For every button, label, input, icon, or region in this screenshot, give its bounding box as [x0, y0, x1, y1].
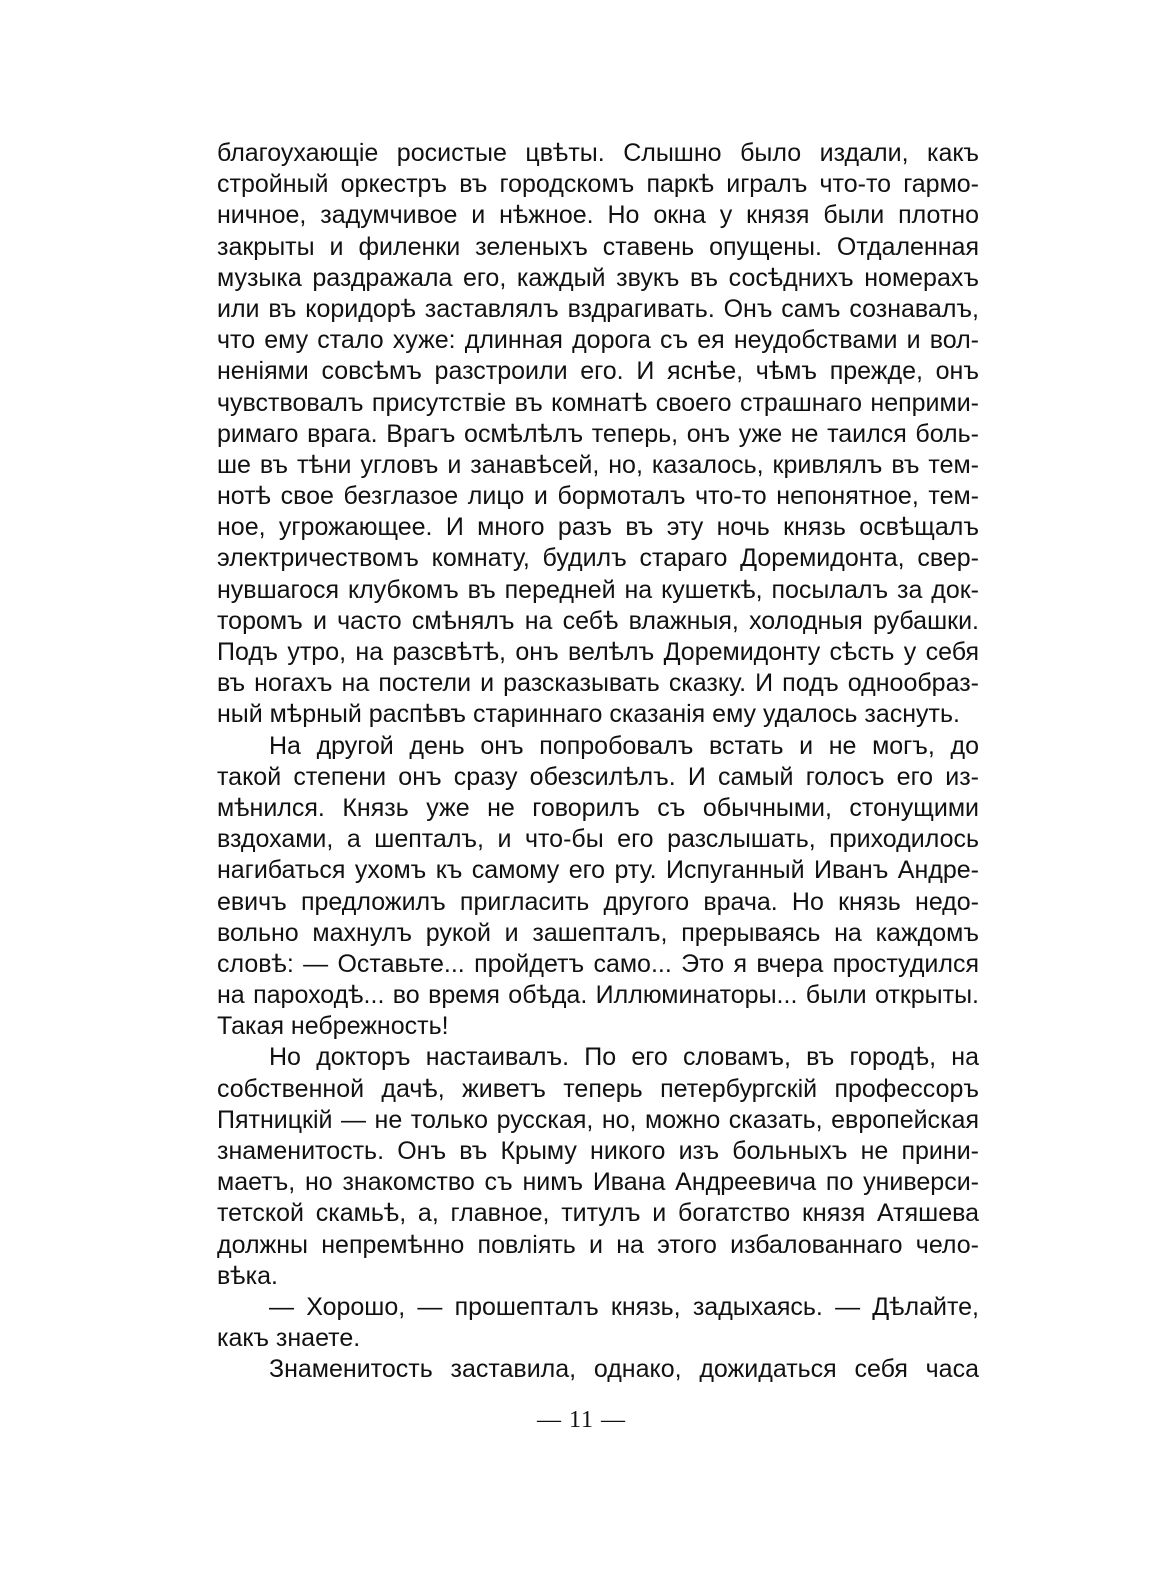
text-line: ное, угрожающее. И много разъ въ эту ночь князь освѣщалъ	[217, 513, 979, 542]
text-line: ный мѣрный распѣвъ стариннаго сказанія ему удалось заснуть.	[217, 700, 960, 729]
text-line: мѣнился. Князь уже не говорилъ съ обычными, стонущими	[217, 793, 979, 822]
text-line: должны непремѣнно повліять и на этого избалованнаго чело-	[217, 1230, 979, 1259]
text-line: такой степени онъ сразу обезсилѣлъ. И самый голосъ его из-	[217, 762, 979, 791]
text-line: въ ногахъ на постели и разсказывать сказку. И подъ однообраз-	[217, 669, 979, 698]
text-line: закрыты и филенки зеленыхъ ставень опущены. Отдаленная	[217, 232, 979, 261]
text-line: На другой день онъ попробовалъ встать и не могъ, до	[269, 731, 979, 760]
text-line: Но докторъ настаивалъ. По его словамъ, въ городѣ, на	[269, 1043, 979, 1072]
text-line: благоухающіе росистые цвѣты. Слышно было издали, какъ	[217, 139, 979, 167]
text-line: — Хорошо, — прошепталъ князь, задыхаясь. — Дѣлайте,	[269, 1292, 979, 1321]
text-line: словѣ: — Оставьте... пройдетъ само... Это я вчера простудился	[217, 949, 979, 978]
text-line: нотѣ свое безглазое лицо и бормоталъ что-то непонятное, тем-	[217, 482, 979, 511]
text-line: римаго врага. Врагъ осмѣлѣлъ теперь, онъ уже не таился боль-	[217, 419, 979, 448]
text-line: ше въ тѣни угловъ и занавѣсей, но, казалось, кривлялъ въ тем-	[217, 450, 979, 479]
text-line: неніями совсѣмъ разстроили его. И яснѣе, чѣмъ прежде, онъ	[217, 357, 979, 386]
text-line: маетъ, но знакомство съ нимъ Ивана Андреевича по универси-	[217, 1168, 979, 1197]
body-text	[217, 138, 979, 1386]
text-line: музыка раздражала его, каждый звукъ въ сосѣднихъ номерахъ	[217, 263, 979, 292]
text-line: нувшагося клубкомъ въ передней на кушеткѣ, посылалъ за док-	[217, 575, 979, 604]
text-line: вольно махнулъ рукой и зашепталъ, прерываясь на каждомъ	[217, 918, 979, 947]
text-line: знаменитость. Онъ въ Крыму никого изъ больныхъ не прини-	[217, 1137, 979, 1165]
page-number: — 11 —	[536, 1407, 627, 1433]
text-line: Знаменитость заставила, однако, дожидаться себя часа	[269, 1355, 979, 1384]
text-line: какъ знаете.	[217, 1324, 361, 1353]
text-line: вздохами, а шепталъ, и что-бы его разслышать, приходилось	[217, 825, 979, 854]
text-line: тетской скамьѣ, а, главное, титулъ и богатство князя Атяшева	[217, 1199, 979, 1228]
text-line: на пароходѣ... во время обѣда. Иллюминаторы... были открыты.	[217, 981, 979, 1010]
text-line: чувствовалъ присутствіе въ комнатѣ своего страшнаго неприми-	[217, 388, 979, 417]
text-line: евичъ предложилъ пригласить другого врача. Но князь недо-	[217, 887, 979, 916]
text-line: электричествомъ комнату, будилъ стараго Доремидонта, свер-	[217, 544, 979, 573]
text-line: Пятницкій — не только русская, но, можно сказать, европейская	[217, 1105, 979, 1134]
text-line: Подъ утро, на разсвѣтѣ, онъ велѣлъ Доремидонту сѣсть у себя	[217, 638, 979, 666]
text-line: собственной дачѣ, живетъ теперь петербургскій профессоръ	[217, 1074, 979, 1103]
text-line: или въ коридорѣ заставлялъ вздрагивать. Онъ самъ сознавалъ,	[217, 294, 979, 323]
text-line: что ему стало хуже: длинная дорога съ ея неудобствами и вол-	[217, 326, 979, 355]
text-line: стройный оркестръ въ городскомъ паркѣ игралъ что-то гармо-	[217, 170, 979, 199]
text-line: вѣка.	[217, 1261, 278, 1290]
text-line: торомъ и часто смѣнялъ на себѣ влажныя, холодныя рубашки.	[217, 606, 979, 635]
text-line: Такая небрежность!	[217, 1012, 449, 1041]
text-line: нагибаться ухомъ къ самому его рту. Испуганный Иванъ Андре-	[217, 856, 979, 885]
text-line: ничное, задумчивое и нѣжное. Но окна у князя были плотно	[217, 201, 979, 230]
